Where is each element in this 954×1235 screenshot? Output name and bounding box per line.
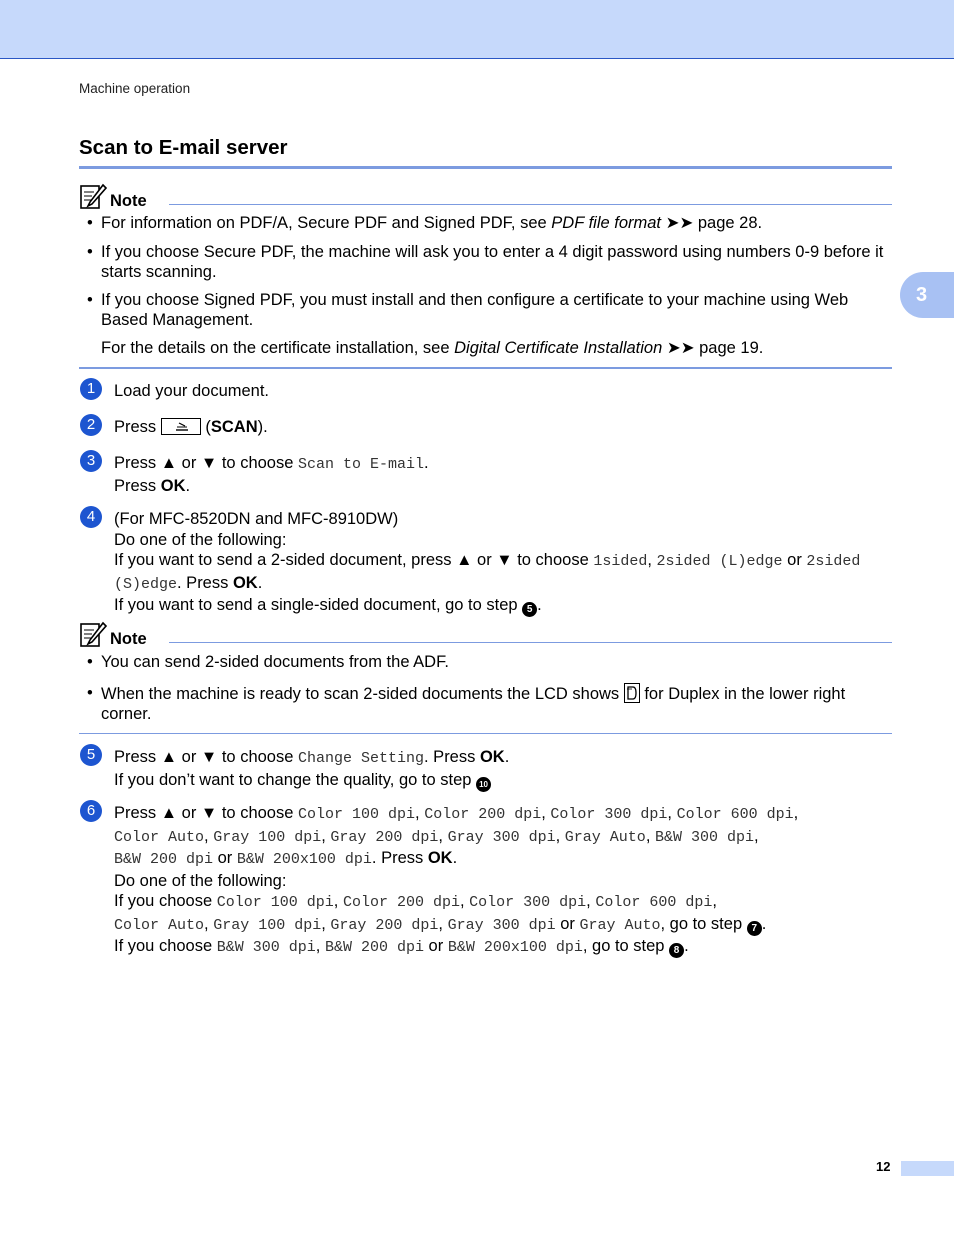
step-text: (For MFC-8520DN and MFC-8910DW) Do one of the following: If you want to send a 2-sided document, press ▲ or ▼ to choose 1sided, 2sided (L)edge or 2sided (S)edge. Press OK. If you want to send a single-sided document, go to step 5 . bbox=[114, 509, 904, 617]
bullet-dot: • bbox=[87, 684, 93, 702]
lcd-option: Color 300 dpi bbox=[550, 806, 668, 823]
text: (For MFC-8520DN and MFC-8910DW) bbox=[114, 510, 399, 528]
lcd-option: Change Setting bbox=[297, 750, 425, 767]
text: . Press bbox=[424, 748, 480, 766]
lcd-option: 2sided (L)edge bbox=[656, 553, 783, 570]
step-ref[interactable]: 7 bbox=[747, 921, 762, 936]
lcd-option: Color 600 dpi bbox=[676, 806, 794, 823]
text: If you choose bbox=[114, 937, 217, 955]
step-number: 2 bbox=[80, 414, 102, 436]
text: or bbox=[782, 551, 807, 569]
text: page 28. bbox=[693, 214, 763, 232]
xref-digital-certificate[interactable]: Digital Certificate Installation bbox=[454, 339, 663, 357]
xref-pdf-file-format[interactable]: PDF file format bbox=[551, 214, 662, 232]
text: . Press bbox=[371, 849, 428, 867]
lcd-option: Gray Auto bbox=[579, 916, 661, 934]
text: ). bbox=[257, 418, 268, 436]
key-label: OK bbox=[232, 573, 258, 592]
text: , go to step bbox=[660, 914, 747, 933]
note-label: Note bbox=[110, 630, 147, 648]
header-band bbox=[0, 0, 954, 59]
text: If you choose bbox=[114, 892, 217, 910]
text: Do one of the following: bbox=[114, 871, 287, 890]
lcd-option: B&W 300 dpi bbox=[654, 828, 755, 846]
key-label: OK bbox=[479, 748, 505, 766]
text: . bbox=[257, 573, 263, 592]
text: Do one of the following: bbox=[114, 530, 287, 549]
text: . bbox=[537, 596, 542, 614]
text: . bbox=[424, 454, 429, 472]
step-ref[interactable]: 5 bbox=[522, 602, 537, 617]
note-item bbox=[101, 683, 896, 724]
lcd-option: B&W 200 dpi bbox=[114, 851, 214, 868]
lcd-option: B&W 300 dpi bbox=[216, 939, 316, 956]
lcd-option: Color 100 dpi bbox=[216, 894, 334, 911]
text: For information on PDF/A, Secure PDF and Signed PDF, see bbox=[101, 214, 552, 232]
lcd-option: Gray 100 dpi bbox=[213, 828, 322, 846]
text: Press bbox=[114, 418, 161, 436]
lcd-option: B&W 200 dpi bbox=[324, 939, 424, 956]
bullet-dot: • bbox=[87, 653, 93, 671]
text: When the machine is ready to scan 2-sided documents the LCD shows bbox=[101, 685, 624, 703]
text: If you don’t want to change the quality, go to step bbox=[114, 770, 477, 789]
text: . bbox=[452, 849, 458, 867]
step-text: Load your document. bbox=[114, 382, 270, 400]
note-paragraph bbox=[101, 338, 896, 358]
chapter-tab[interactable]: 3 bbox=[900, 272, 954, 318]
page-number: 12 bbox=[876, 1159, 891, 1174]
text: . bbox=[504, 748, 510, 766]
note-rule bbox=[169, 642, 892, 643]
text: For the details on the certificate installation, see bbox=[101, 339, 455, 357]
note-item: If you choose Signed PDF, you must install and then configure a certificate to your machine using Web Based Management. bbox=[101, 291, 849, 329]
bullet-dot: • bbox=[87, 291, 93, 309]
step-text: Press ▲ or ▼ to choose Color 100 dpi, Color 200 dpi, Color 300 dpi, Color 600 dpi, Color Auto, Gray 100 dpi, Gray 200 dpi, Gray 300 dpi, Gray Auto, B&W 300 dpi, B&W 200 dpi or B&W 200x100 dpi. Press OK. Do one of the following: If you choose Color 100 dpi, Color 200 dpi, Color 300 dpi, Color 600 dpi, Color Auto, Gray 100 dpi, Gray 200 dpi, Gray 300 dpi or Gray Auto, go to step 7 . If you choose B&W 300 dpi, B&W 200 dpi or B&W 200x100 dpi, go to step 8 . bbox=[114, 803, 904, 959]
lcd-option: Color 600 dpi bbox=[595, 894, 713, 911]
note-label: Note bbox=[110, 192, 147, 210]
lcd-option: Color Auto bbox=[114, 916, 205, 934]
note-item: If you choose Secure PDF, the machine will ask you to enter a 4 digit password using numbers 0-9 before it starts scanning. bbox=[101, 243, 884, 281]
step-text bbox=[114, 453, 904, 496]
lcd-option: B&W 200x100 dpi bbox=[236, 851, 372, 868]
key-label: OK bbox=[427, 849, 453, 867]
step-ref[interactable]: 10 bbox=[476, 777, 491, 792]
xref-arrows-icon: ➤➤ bbox=[666, 339, 695, 357]
text: ( bbox=[200, 418, 211, 436]
note-pencil-icon bbox=[79, 621, 107, 649]
text: If you want to send a 2-sided document, press ▲ or ▼ to choose bbox=[114, 551, 594, 569]
text: Press ▲ or ▼ to choose bbox=[114, 454, 298, 472]
lcd-option: Color 200 dpi bbox=[342, 894, 460, 911]
step-ref[interactable]: 8 bbox=[669, 943, 684, 958]
step-text bbox=[114, 417, 904, 438]
duplex-lcd-icon bbox=[624, 683, 640, 703]
step-number: 1 bbox=[80, 378, 102, 400]
step-number: 3 bbox=[80, 450, 102, 472]
bullet-dot: • bbox=[87, 243, 93, 261]
lcd-option: Gray 200 dpi bbox=[330, 828, 439, 846]
lcd-option: B&W 200x100 dpi bbox=[447, 939, 583, 956]
text: Press ▲ or ▼ to choose bbox=[114, 804, 298, 822]
scan-button-icon bbox=[161, 418, 201, 435]
step-number: 6 bbox=[80, 800, 102, 822]
page-tab bbox=[901, 1161, 954, 1176]
lcd-option: Color 300 dpi bbox=[469, 894, 587, 911]
note-item bbox=[101, 213, 896, 233]
step-number: 5 bbox=[80, 744, 102, 766]
section-title: Scan to E-mail server bbox=[79, 136, 288, 159]
lcd-option: Gray 300 dpi bbox=[447, 916, 556, 934]
text: Press bbox=[114, 476, 161, 495]
text: or bbox=[555, 914, 580, 933]
note-rule bbox=[169, 204, 892, 205]
running-head: Machine operation bbox=[79, 81, 191, 96]
xref-arrows-icon: ➤➤ bbox=[665, 214, 694, 232]
step-text bbox=[114, 747, 904, 792]
lcd-option: Gray 200 dpi bbox=[330, 916, 439, 934]
step-number: 4 bbox=[80, 506, 102, 528]
lcd-option: Scan to E-mail bbox=[297, 456, 425, 473]
lcd-option: Color 100 dpi bbox=[297, 806, 416, 823]
note-pencil-icon bbox=[79, 183, 107, 211]
note-header bbox=[79, 621, 147, 649]
note-header bbox=[79, 183, 147, 211]
lcd-option: Gray 300 dpi bbox=[447, 828, 556, 846]
text: , go to step bbox=[582, 937, 670, 955]
note-item: You can send 2-sided documents from the ADF. bbox=[101, 653, 449, 671]
lcd-option: Color 200 dpi bbox=[424, 806, 542, 823]
note-end-rule bbox=[79, 367, 892, 369]
text: If you want to send a single-sided document, go to step bbox=[114, 596, 523, 614]
lcd-option: Color Auto bbox=[114, 828, 205, 846]
text: for Duplex in the lower right corner. bbox=[101, 685, 846, 723]
lcd-option: Gray 100 dpi bbox=[213, 916, 322, 934]
title-rule bbox=[79, 166, 892, 169]
lcd-option: Gray Auto bbox=[564, 828, 646, 846]
text: Press ▲ or ▼ to choose bbox=[114, 748, 298, 766]
lcd-option: 2sided (S)edge bbox=[114, 553, 861, 593]
text: page 19. bbox=[694, 339, 764, 357]
text: or bbox=[213, 849, 237, 867]
text: . Press bbox=[177, 573, 233, 592]
text: or bbox=[423, 937, 448, 955]
bullet-dot: • bbox=[87, 214, 93, 232]
lcd-option: 1sided bbox=[593, 553, 648, 570]
text: . bbox=[185, 476, 191, 495]
key-label: OK bbox=[160, 476, 186, 495]
note-end-rule bbox=[79, 733, 892, 734]
key-label: SCAN bbox=[210, 418, 258, 436]
